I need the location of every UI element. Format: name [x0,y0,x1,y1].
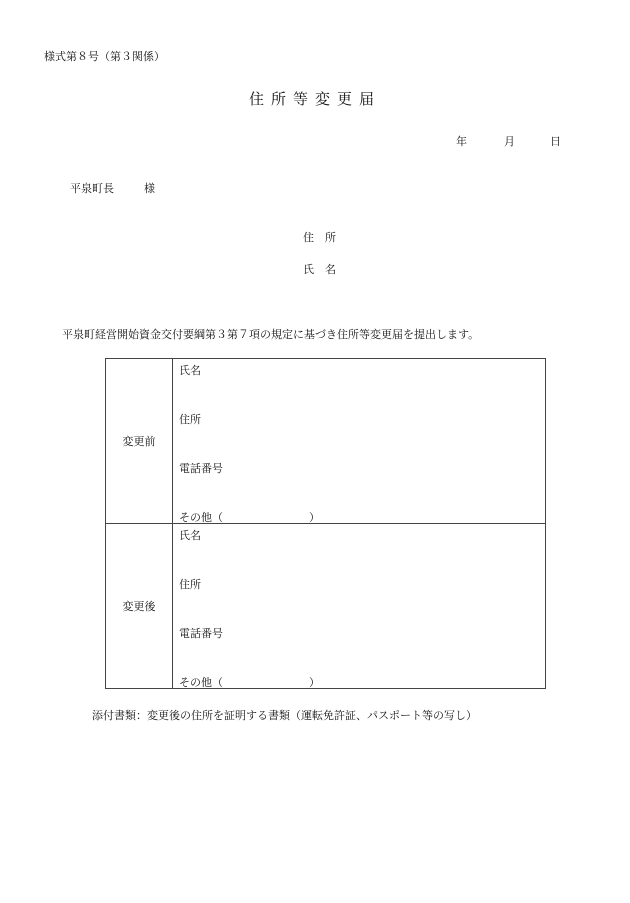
date-day-label: 日 [550,135,561,148]
after-address-field[interactable]: 住所 [179,578,201,591]
addressee [70,180,155,196]
attachment-note: 添付書類：変更後の住所を証明する書類（運転免許証、パスポート等の写し） [92,709,477,722]
after-phone-field[interactable]: 電話番号 [179,627,223,640]
form-number: 様式第８号（第３関係） [44,50,165,63]
applicant-address-label: 住 所 [303,231,336,244]
before-name-field[interactable]: 氏名 [179,364,201,377]
addressee-honorific: 様 [144,182,155,195]
date-year-label: 年 [456,135,467,148]
before-change-label: 変更前 [106,359,173,524]
submission-statement: 平泉町経営開始資金交付要綱第３第７項の規定に基づき住所等変更届を提出します。 [62,328,480,341]
after-other-label: その他（ [179,676,223,689]
after-change-row [106,524,546,689]
before-phone-field[interactable]: 電話番号 [179,462,223,475]
change-table [105,358,546,689]
before-change-fields [173,359,546,524]
addressee-name: 平泉町長 [70,182,114,195]
date-month-label: 月 [504,135,515,148]
after-other-field[interactable] [179,674,320,690]
before-other-close: ） [309,511,320,524]
applicant-name-label: 氏 名 [303,263,336,276]
after-change-fields [173,524,546,689]
before-address-field[interactable]: 住所 [179,413,201,426]
after-other-close: ） [309,676,320,689]
document-title: 住所等変更届 [248,90,381,108]
before-change-row [106,359,546,524]
after-name-field[interactable]: 氏名 [179,529,201,542]
before-other-label: その他（ [179,511,223,524]
after-change-label: 変更後 [106,524,173,689]
